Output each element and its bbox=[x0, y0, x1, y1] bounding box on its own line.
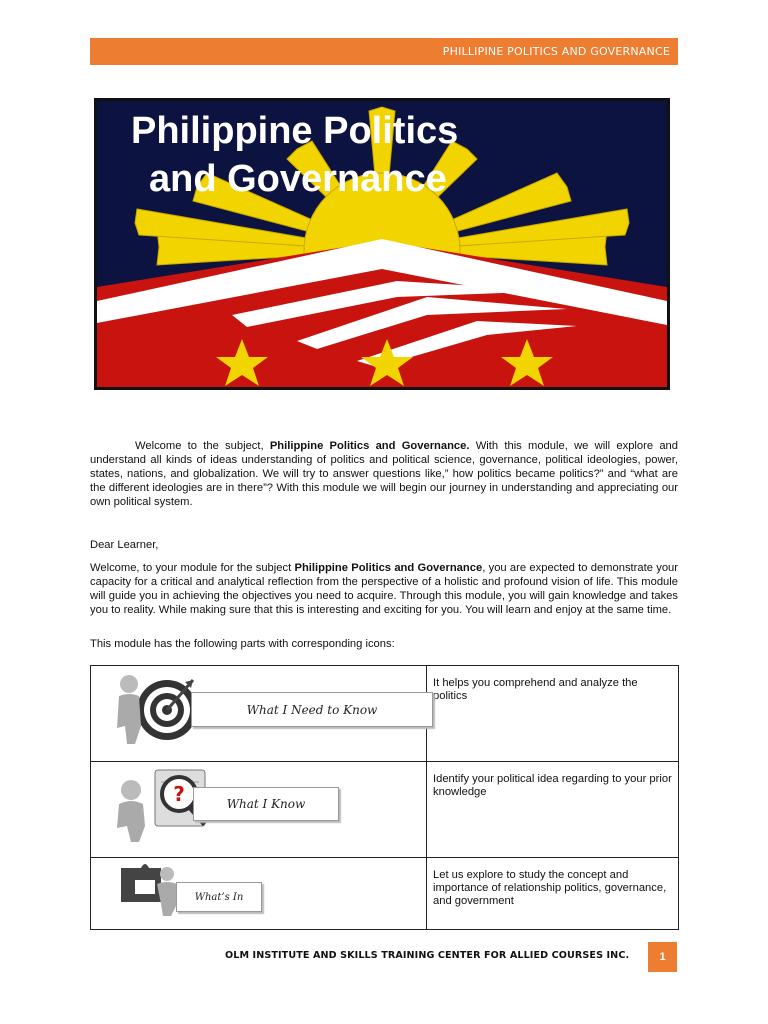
banner-title-line1: Philippine Politics bbox=[131, 110, 459, 152]
table-row bbox=[91, 666, 679, 762]
welcome-paragraph bbox=[90, 561, 678, 617]
table-row bbox=[91, 762, 679, 858]
header-bar bbox=[90, 38, 678, 65]
greeting: Dear Learner, bbox=[90, 539, 159, 551]
table-row bbox=[91, 858, 679, 930]
intro-subject-bold: Philippine Politics and Governance. bbox=[269, 440, 470, 452]
welcome-text-end: , you are expected to demonstrate your capacity for a critical and analytical reflection from the perspective of a holistic and profound vision of life. This module will guide you in achieving the objectives you need to acquire. Through this module, you will gain knowledge and takes you to reality. While making sure that this is interesting and exciting for you. You will learn and enjoy at the same time. bbox=[90, 562, 678, 616]
banner-title-line2: and Governance bbox=[149, 158, 447, 200]
part-description: Identify your political idea regarding to your prior knowledge bbox=[427, 762, 679, 858]
part-icon-cell bbox=[91, 762, 427, 858]
part-label-whats-in: What’s In bbox=[176, 882, 262, 912]
part-description: Let us explore to study the concept and importance of relationship politics, governance, and government bbox=[427, 858, 679, 930]
intro-text-end: With this module, we will explore and understand all kinds of ideas understanding of politics and political science, governance, political ideologies, power, states, nations, and globalization. We will try to answer questions like,” how politics became politics?” and “what are the different ideologies are in there”? With this module we will begin our journey in understanding and appreciating our own political system. bbox=[90, 440, 678, 508]
part-icon-cell bbox=[91, 666, 427, 762]
parts-intro: This module has the following parts with corresponding icons: bbox=[90, 638, 395, 650]
footer-institution: OLM INSTITUTE AND SKILLS TRAINING CENTER FOR ALLIED COURSES INC. bbox=[225, 950, 630, 961]
part-label-what-i-know: What I Know bbox=[193, 787, 339, 821]
cover-banner bbox=[94, 98, 670, 390]
puzzle-figure-icon bbox=[115, 858, 185, 918]
welcome-text-start: Welcome, to your module for the subject bbox=[90, 562, 295, 574]
part-description: It helps you comprehend and analyze the politics bbox=[427, 666, 679, 762]
welcome-subject-bold: Philippine Politics and Governance bbox=[294, 562, 483, 574]
intro-paragraph bbox=[90, 439, 678, 509]
header-title: PHILLIPINE POLITICS AND GOVERNANCE bbox=[442, 45, 670, 58]
module-parts-table bbox=[90, 665, 679, 930]
svg-text:?: ? bbox=[173, 782, 185, 806]
intro-text-start: Welcome to the subject, bbox=[135, 440, 270, 452]
part-label-what-i-need-to-know: What I Need to Know bbox=[191, 692, 433, 727]
part-icon-cell bbox=[91, 858, 427, 930]
banner-title bbox=[131, 107, 458, 203]
page-number-badge: 1 bbox=[648, 942, 677, 972]
